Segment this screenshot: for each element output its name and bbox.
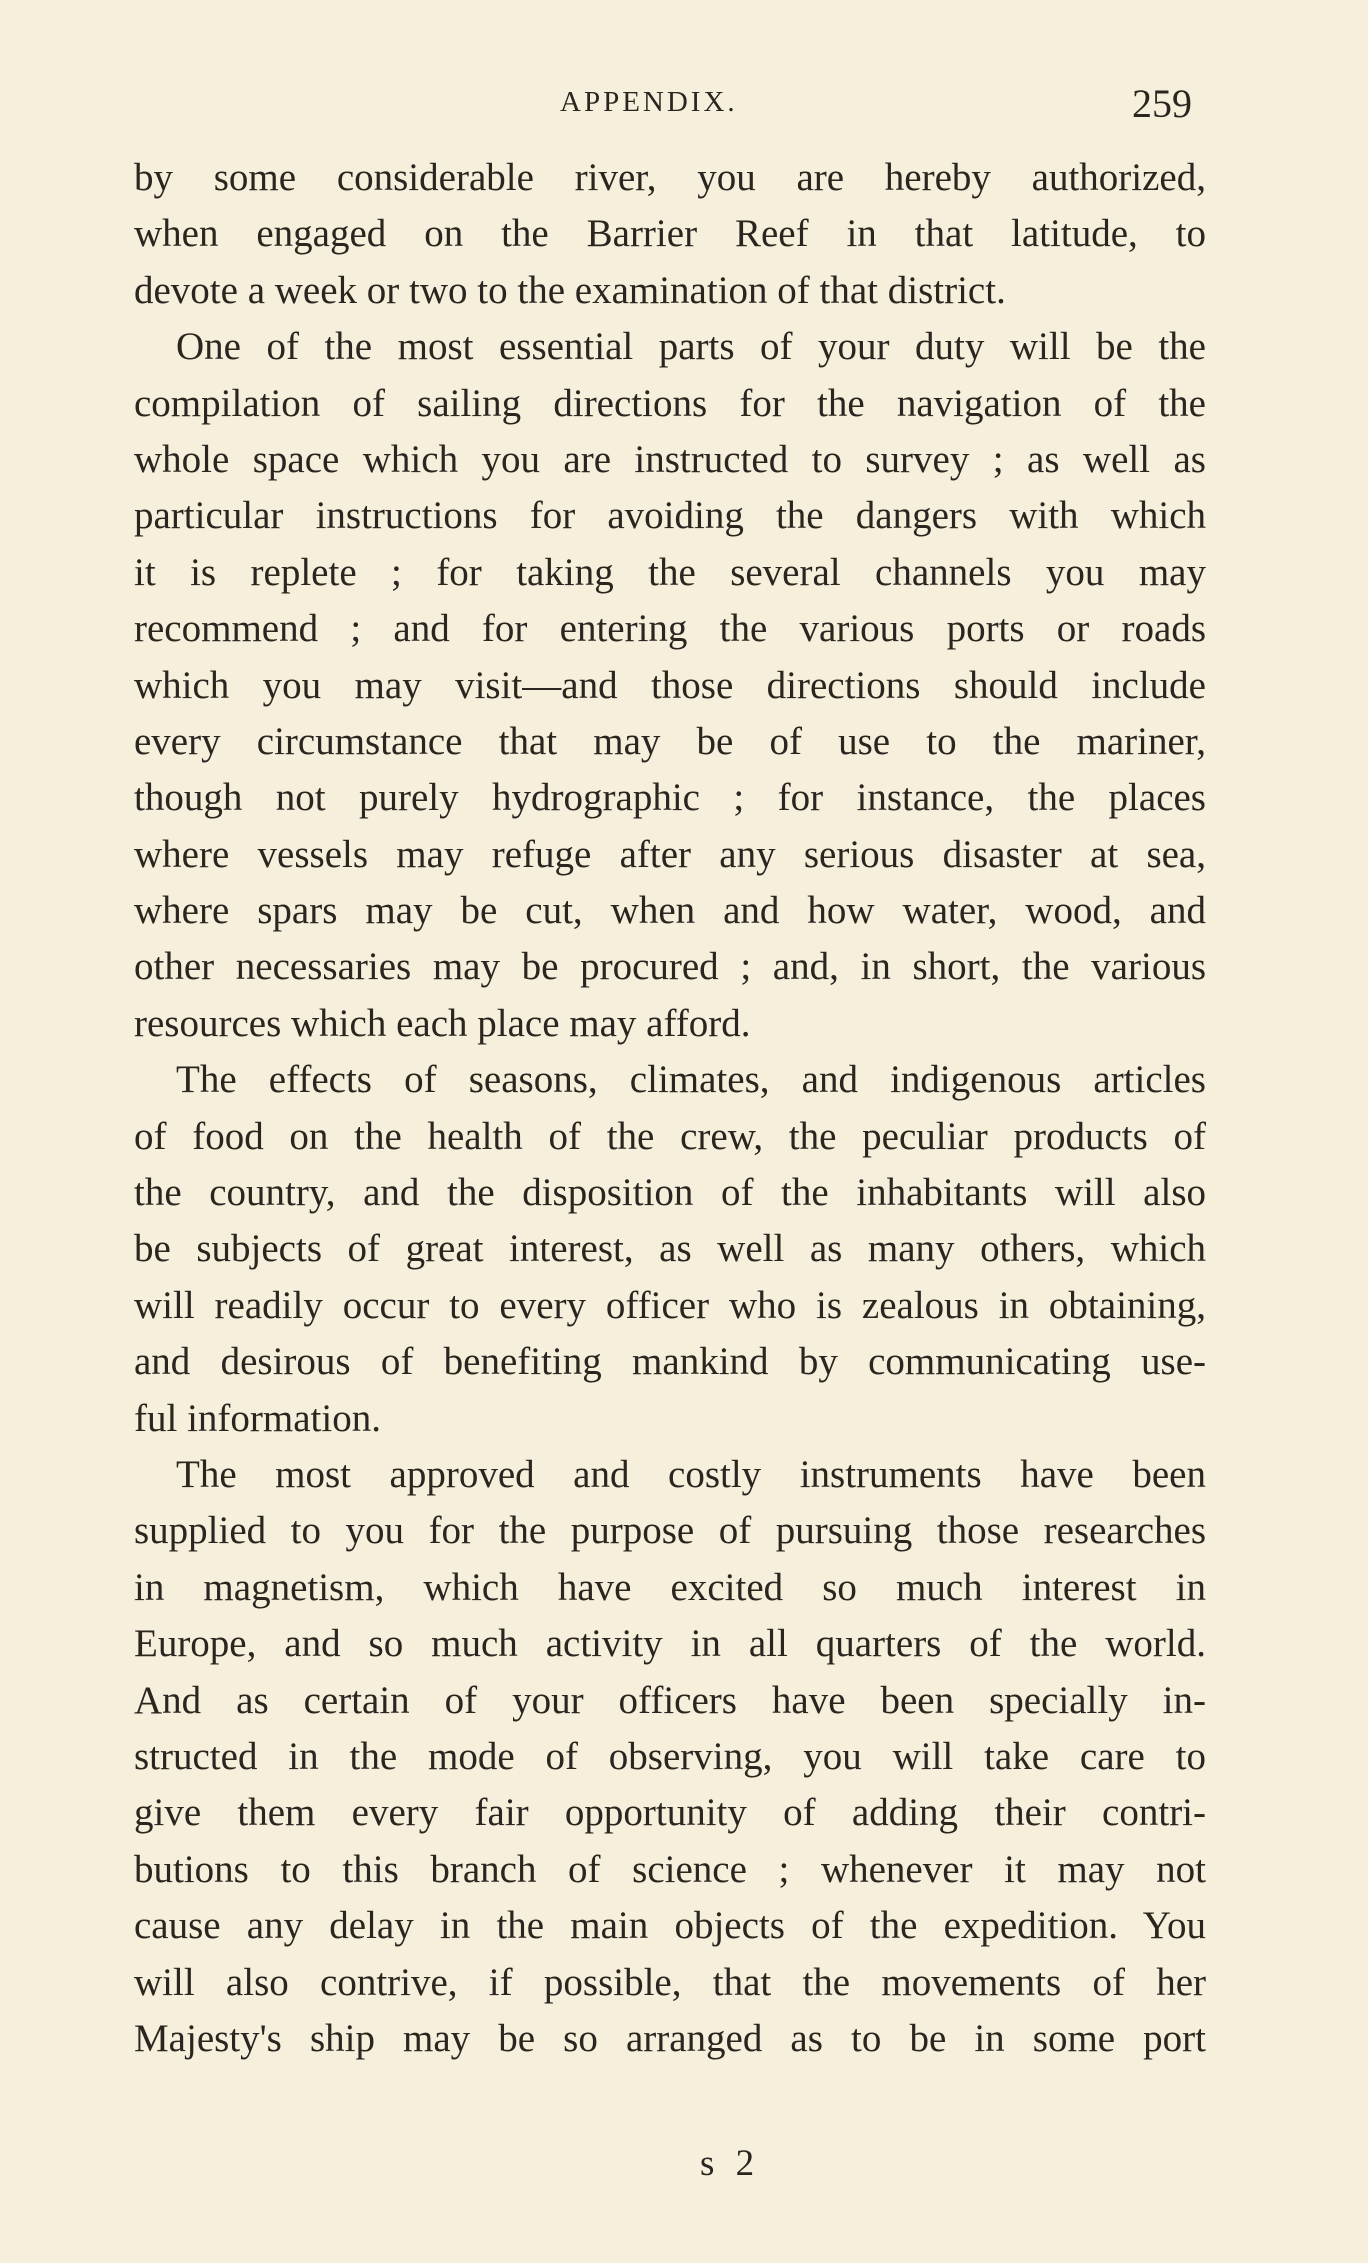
text-line: Majesty's ship may be so arranged as to be in some port [134,2016,1206,2060]
text-line: other necessaries may be procured ; and, in short, the various [134,945,1206,989]
text-line: give them every fair opportunity of adding their contri- [134,1791,1206,1835]
text-line: it is replete ; for taking the several channels you may [134,550,1206,594]
text-line: butions to this branch of science ; whenever it may not [134,1847,1206,1891]
signature-mark: s 2 [700,2143,761,2184]
text-line: resources which each place may afford. [134,1001,751,1045]
text-line: structed in the mode of observing, you will take care to [134,1734,1206,1778]
text-line: by some considerable river, you are hereby authorized, [134,156,1206,199]
text-line: cause any delay in the main objects of the expedition. You [134,1904,1206,1948]
text-line: when engaged on the Barrier Reef in that latitude, to [134,212,1206,256]
text-line: be subjects of great interest, as well as many others, which [134,1227,1206,1271]
running-head [0,80,1368,130]
page-number: 259 [1132,81,1192,126]
text-line: One of the most essential parts of your duty will be the [176,325,1206,369]
text-line: compilation of sailing directions for the navigation of the [134,381,1206,425]
text-line: where vessels may refuge after any serious disaster at sea, [134,832,1206,876]
text-line: Europe, and so much activity in all quarters of the world. [134,1622,1206,1666]
text-line: of food on the health of the crew, the peculiar products of [134,1114,1206,1158]
text-line: devote a week or two to the examination of that district. [134,268,1006,312]
text-line: and desirous of benefiting mankind by communicating use- [134,1340,1206,1384]
text-line: though not purely hydrographic ; for instance, the places [134,776,1206,820]
text-line: where spars may be cut, when and how water, wood, and [134,889,1206,933]
text-line: every circumstance that may be of use to the mariner, [134,719,1206,763]
running-title: APPENDIX. [560,86,738,118]
text-line: recommend ; and for entering the various ports or roads [134,607,1206,651]
text-line: The most approved and costly instruments have been [176,1452,1206,1496]
text-line: whole space which you are instructed to survey ; as well as [134,437,1206,481]
text-line: supplied to you for the purpose of pursuing those researches [134,1509,1206,1553]
text-line: particular instructions for avoiding the dangers with which [134,494,1206,538]
text-line: will readily occur to every officer who is zealous in obtaining, [134,1283,1206,1327]
body-text [134,150,1206,2067]
text-line: The effects of seasons, climates, and indigenous articles [176,1058,1206,1102]
text-line: ful information. [134,1396,381,1440]
text-line: which you may visit—and those directions should include [134,663,1206,707]
text-line: And as certain of your officers have been specially in- [134,1678,1206,1722]
text-line: the country, and the disposition of the inhabitants will also [134,1171,1206,1215]
text-line: will also contrive, if possible, that the movements of her [134,1960,1206,2004]
text-line: in magnetism, which have excited so much interest in [134,1565,1206,1609]
